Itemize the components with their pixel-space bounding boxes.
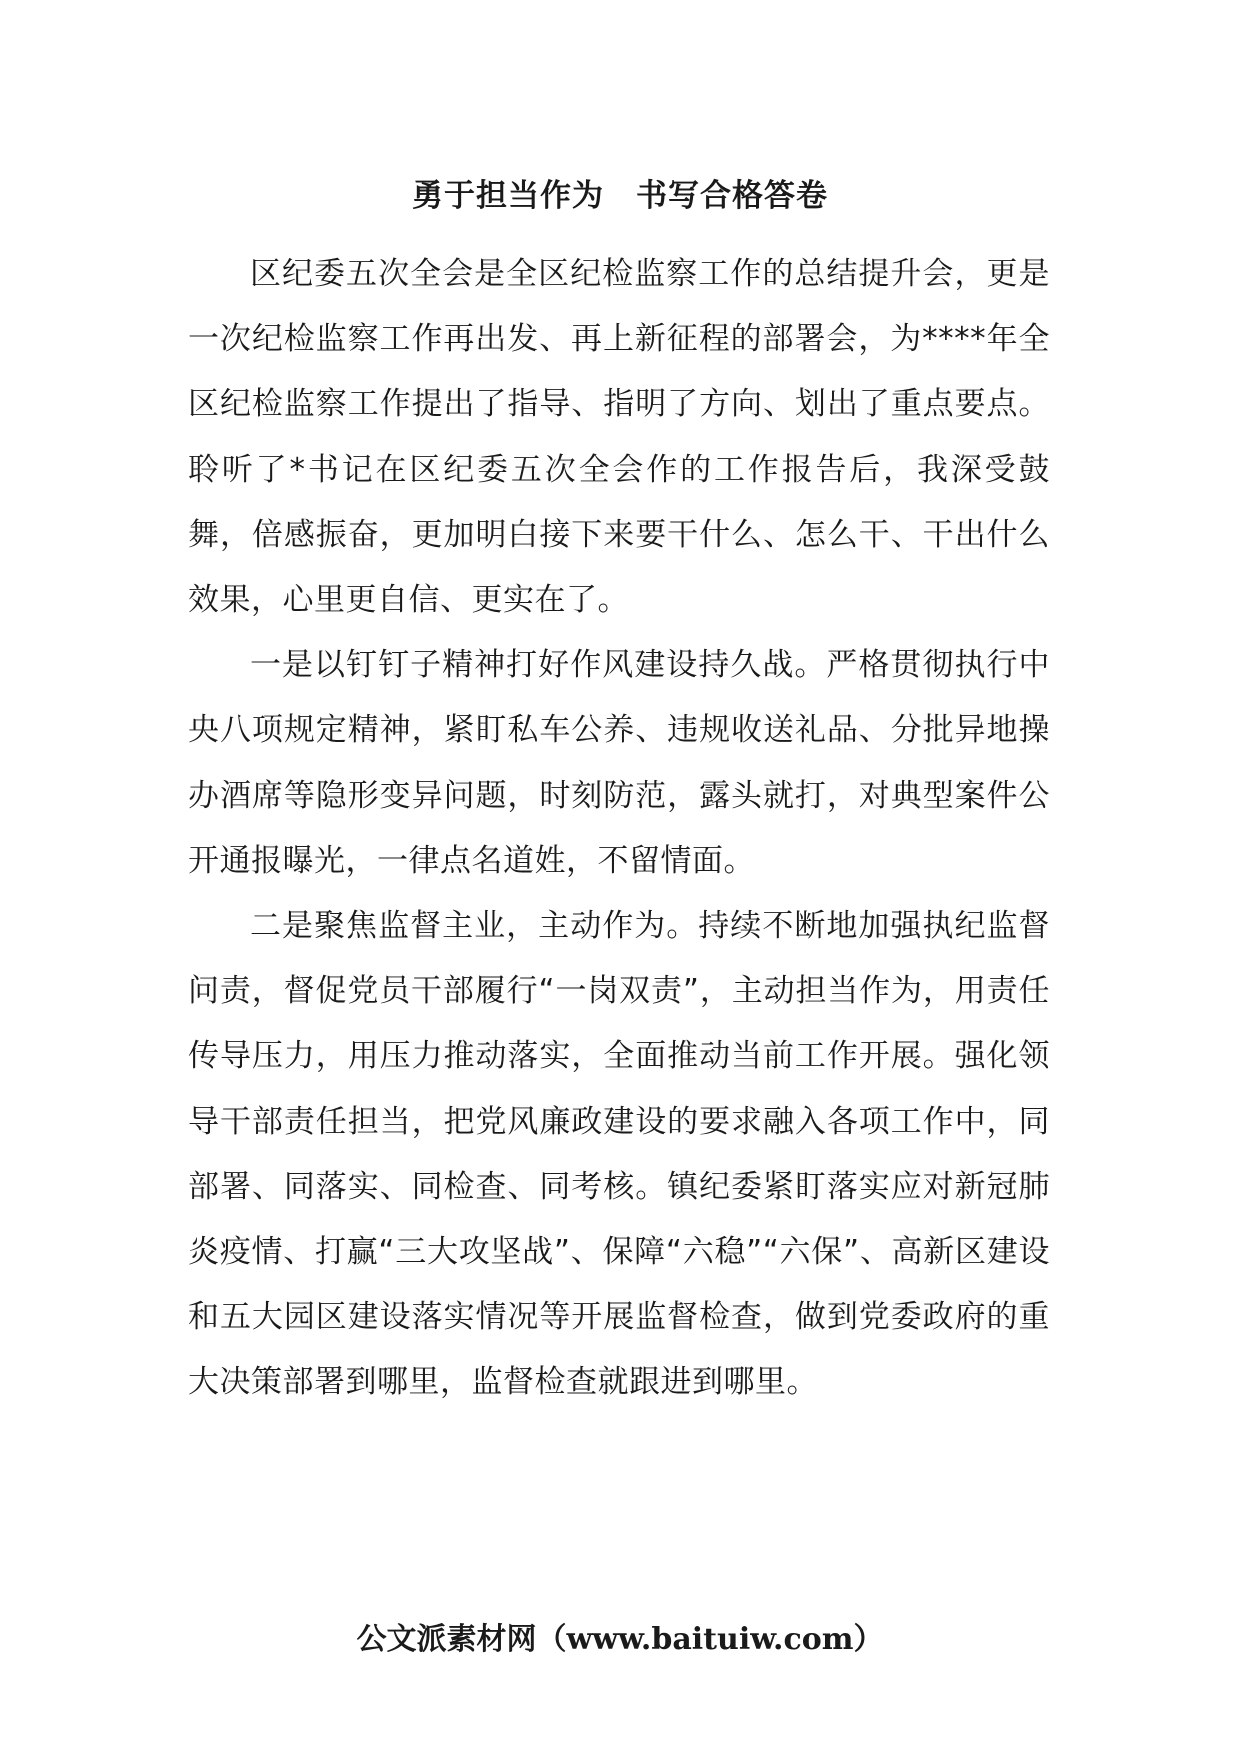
document-body bbox=[188, 242, 1050, 1416]
source-footer: 公文派素材网（www.baituiw.com） bbox=[356, 1622, 884, 1657]
paragraph-point-one: 一是以钉钉子精神打好作风建设持久战。严格贯彻执行中央八项规定精神，紧盯私车公养、违规收送礼品、分批异地操办酒席等隐形变异问题，时刻防范，露头就打，对典型案件公开通报曝光，一律点名道姓，不留情面。 bbox=[188, 647, 1050, 879]
document-title: 勇于担当作为 书写合格答卷 bbox=[412, 178, 828, 214]
paragraph-point-two: 二是聚焦监督主业，主动作为。持续不断地加强执纪监督问责，督促党员干部履行“一岗双责”，主动担当作为，用责任传导压力，用压力推动落实，全面推动当前工作开展。强化领导干部责任担当，把党风廉政建设的要求融入各项工作中，同部署、同落实、同检查、同考核。镇纪委紧盯落实应对新冠肺炎疫情、打赢“三大攻坚战”、保障“六稳”“六保”、高新区建设和五大园区建设落实情况等开展监督检查，做到党委政府的重大决策部署到哪里，监督检查就跟进到哪里。 bbox=[188, 908, 1050, 1401]
paragraph-intro: 区纪委五次全会是全区纪检监察工作的总结提升会，更是一次纪检监察工作再出发、再上新征程的部署会，为****年全区纪检监察工作提出了指导、指明了方向、划出了重点要点。聆听了*书记在区纪委五次全会作的工作报告后，我深受鼓舞，倍感振奋，更加明白接下来要干什么、怎么干、干出什么效果，心里更自信、更实在了。 bbox=[188, 256, 1050, 619]
